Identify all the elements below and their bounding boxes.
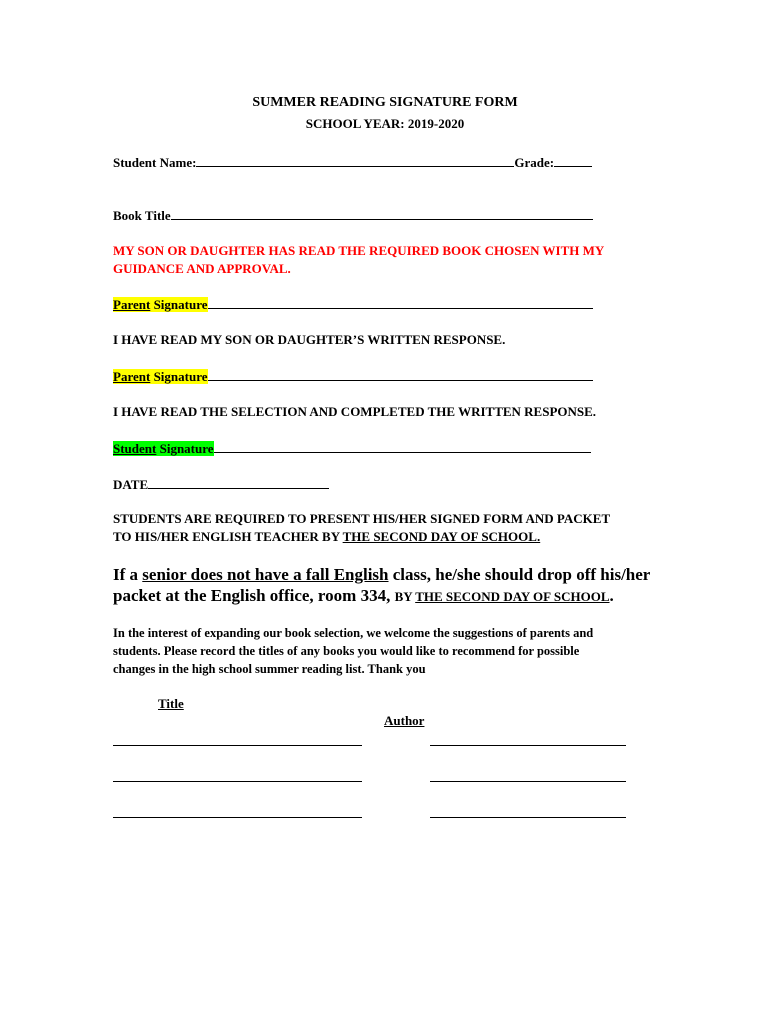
grade-field[interactable] (554, 153, 592, 167)
parent-signature-label: Parent Signature (113, 297, 208, 312)
title-field-2[interactable] (113, 781, 362, 782)
interest-line-1: In the interest of expanding our book selection, we welcome the suggestions of parents and (113, 626, 594, 640)
student-signature-field[interactable] (214, 439, 591, 453)
date-label: DATE (113, 477, 149, 492)
notice-line-1: STUDENTS ARE REQUIRED TO PRESENT HIS/HER SIGNED FORM AND PACKET (113, 511, 611, 526)
author-column-header: Author (384, 713, 425, 728)
senior-note-line-2: packet at the English office, room 334, BY THE SECOND DAY OF SCHOOL. (113, 586, 614, 605)
author-field-2[interactable] (430, 781, 626, 782)
statement-written-response: I HAVE READ MY SON OR DAUGHTER’S WRITTEN RESPONSE. (113, 332, 506, 347)
parent-signature-label: Parent Signature (113, 369, 208, 384)
parent-signature-row-2 (113, 367, 593, 386)
senior-note-line-1: If a senior does not have a fall English class, he/she should drop off his/her (113, 565, 651, 584)
title-field-1[interactable] (113, 745, 362, 746)
parent-signature-field-2[interactable] (208, 367, 593, 381)
student-signature-row (113, 439, 591, 458)
title-column-header: Title (158, 696, 184, 711)
form-title: SUMMER READING SIGNATURE FORM (252, 95, 518, 110)
statement-completed-response: I HAVE READ THE SELECTION AND COMPLETED THE WRITTEN RESPONSE. (113, 404, 597, 419)
book-title-row (113, 206, 593, 225)
student-signature-label: Student Signature (113, 441, 214, 456)
title-field-3[interactable] (113, 817, 362, 818)
statement-parent-guidance: MY SON OR DAUGHTER HAS READ THE REQUIRED BOOK CHOSEN WITH MY (113, 243, 605, 258)
grade-label: Grade: (514, 155, 555, 170)
parent-signature-field-1[interactable] (208, 295, 593, 309)
notice-line-2: TO HIS/HER ENGLISH TEACHER BY THE SECOND DAY OF SCHOOL. (113, 529, 541, 544)
date-field[interactable] (148, 475, 329, 489)
statement-parent-guidance-cont: GUIDANCE AND APPROVAL. (113, 261, 291, 276)
student-name-field[interactable] (196, 153, 514, 167)
student-name-label: Student Name: (113, 155, 197, 170)
interest-line-2: students. Please record the titles of any books you would like to recommend for possible (113, 644, 580, 658)
student-name-row (113, 153, 592, 172)
interest-line-3: changes in the high school summer reading list. Thank you (113, 662, 426, 676)
author-field-1[interactable] (430, 745, 626, 746)
book-title-field[interactable] (171, 206, 593, 220)
parent-signature-row-1 (113, 295, 593, 314)
author-field-3[interactable] (430, 817, 626, 818)
date-row (113, 475, 329, 494)
book-title-label: Book Title (113, 208, 171, 223)
school-year: SCHOOL YEAR: 2019-2020 (305, 116, 465, 131)
